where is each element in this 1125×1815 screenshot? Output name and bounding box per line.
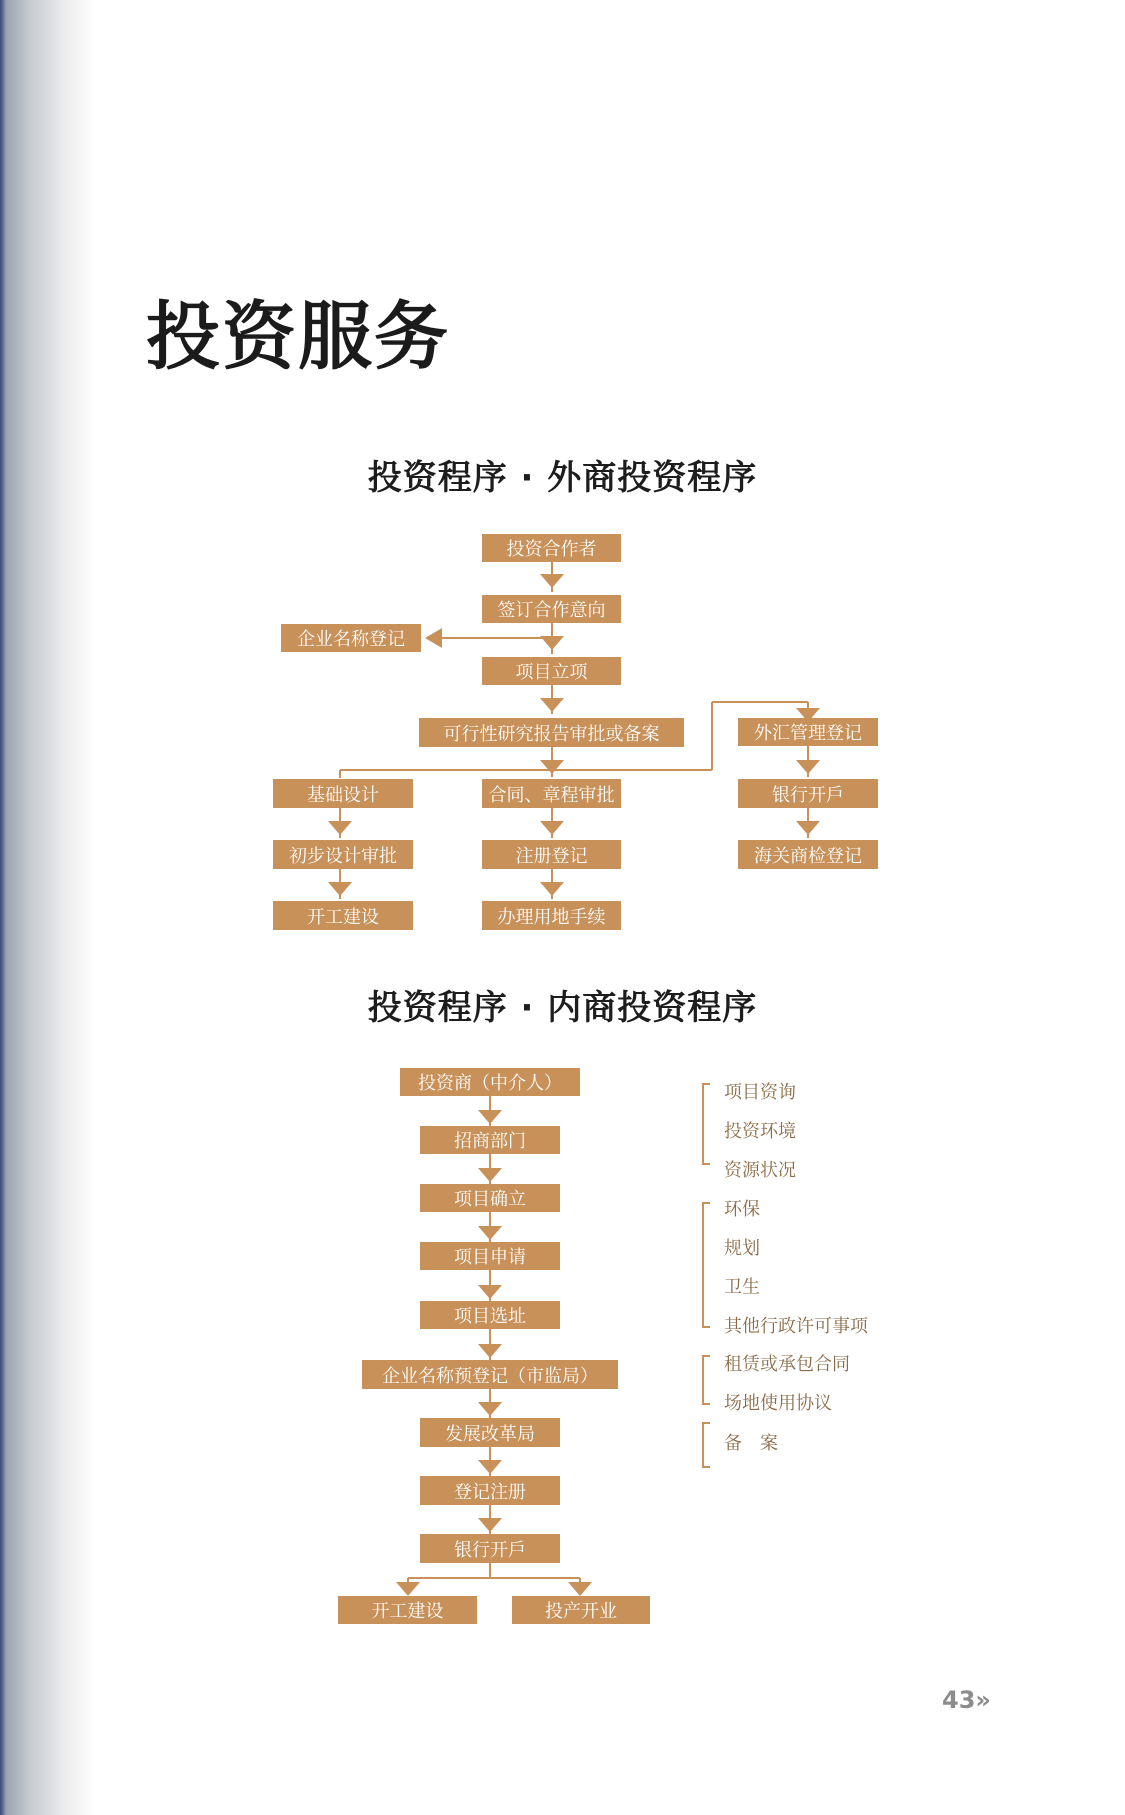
page-title: 投资服务 [146,294,450,380]
final-construction: 开工建设 [338,1596,477,1624]
step-9: 银行开戶 [420,1534,560,1563]
box-name-registration: 企业名称登记 [281,624,421,652]
box-bank: 银行开戶 [738,779,878,808]
box-construction: 开工建设 [273,901,413,930]
note-item: 其他行政许可事项 [724,1316,868,1337]
note-item: 环保 [724,1199,760,1220]
final-production: 投产开业 [512,1596,650,1624]
note-item: 备 案 [724,1433,778,1454]
box-feasibility: 可行性研究报告审批或备案 [419,718,684,747]
box-investor: 投资合作者 [482,534,621,562]
step-2: 招商部门 [420,1126,560,1154]
note-item: 租赁或承包合同 [724,1354,850,1375]
note-item: 卫生 [724,1277,760,1298]
domestic-section-title: 投资程序 · 内商投资程序 [367,988,758,1028]
note-item: 规划 [724,1238,760,1259]
box-customs: 海关商检登记 [738,840,878,869]
box-basic-design: 基础设计 [273,779,413,808]
step-1: 投资商（中介人） [400,1068,580,1096]
step-5: 项目选址 [420,1301,560,1329]
box-prelim-design: 初步设计审批 [273,840,413,869]
step-8: 登记注册 [420,1476,560,1505]
note-item: 资源状况 [724,1160,796,1181]
box-project-approval: 项目立项 [482,657,621,685]
box-contract: 合同、章程审批 [482,779,621,808]
note-item: 投资环境 [724,1121,796,1142]
step-7: 发展改革局 [420,1418,560,1447]
step-4: 项目申请 [420,1242,560,1270]
note-item: 项目资询 [724,1082,796,1103]
box-land: 办理用地手续 [482,901,621,930]
step-3: 项目确立 [420,1184,560,1212]
page-number: 43» [942,1686,991,1714]
box-forex: 外汇管理登记 [738,718,878,746]
note-item: 场地使用协议 [724,1393,832,1414]
box-register: 注册登记 [482,840,621,869]
box-intent: 签订合作意向 [482,595,621,623]
foreign-section-title: 投资程序 · 外商投资程序 [367,458,758,498]
step-6: 企业名称预登记（市监局） [362,1360,618,1389]
